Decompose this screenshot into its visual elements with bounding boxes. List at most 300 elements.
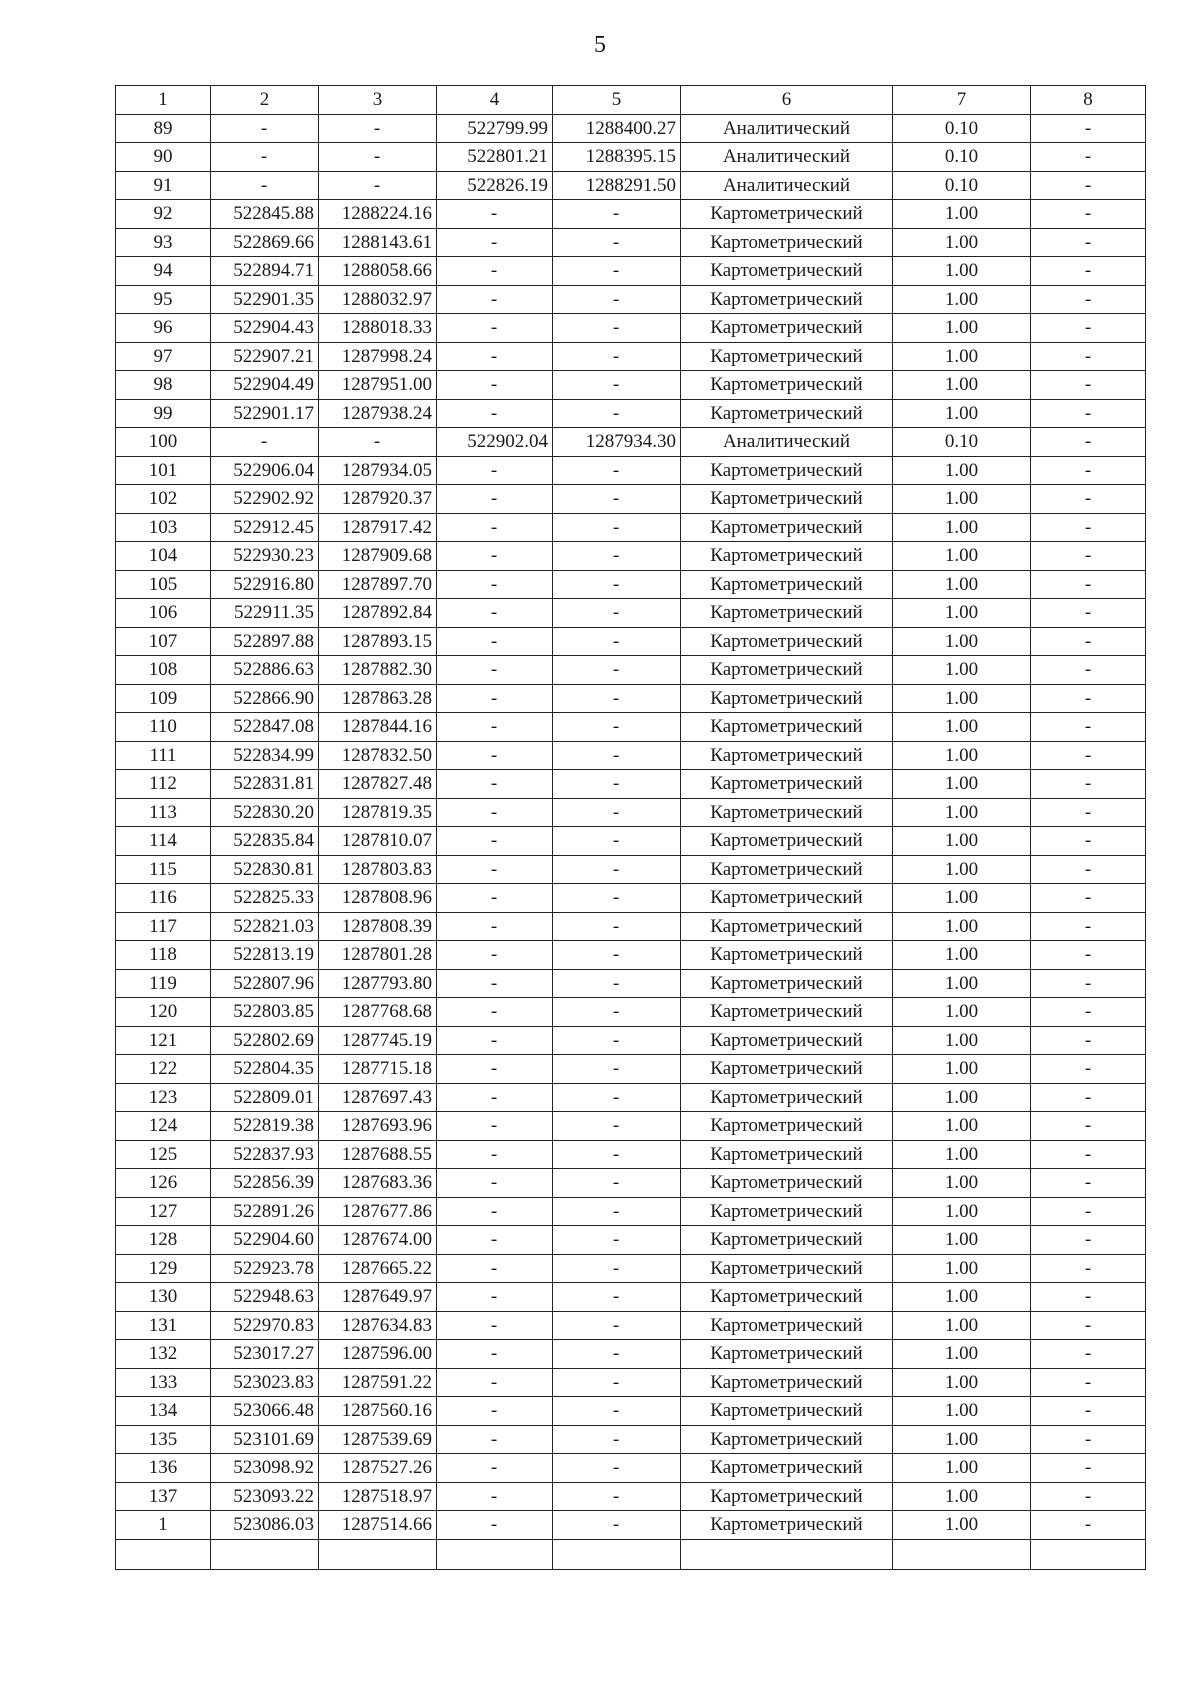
y-coordinate-cell: 1287909.68: [319, 542, 437, 571]
point-number-cell: 104: [116, 542, 211, 571]
table-row: [116, 257, 1146, 286]
y-coordinate-cell: 1287893.15: [319, 627, 437, 656]
y-coordinate-cell: 1288395.15: [553, 143, 681, 172]
note-cell: -: [1031, 399, 1146, 428]
x-coordinate-cell: 522845.88: [211, 200, 319, 229]
y-coordinate-cell: -: [553, 998, 681, 1027]
point-number-cell: 128: [116, 1226, 211, 1255]
method-cell: Картометрический: [681, 1511, 893, 1540]
point-number-cell: 92: [116, 200, 211, 229]
y-coordinate-cell: -: [553, 285, 681, 314]
method-cell: Картометрический: [681, 827, 893, 856]
method-cell: Картометрический: [681, 1397, 893, 1426]
y-coordinate-cell: -: [553, 1197, 681, 1226]
accuracy-cell: 1.00: [893, 314, 1031, 343]
x-coordinate-cell: 522901.17: [211, 399, 319, 428]
x-coordinate-cell: 523023.83: [211, 1368, 319, 1397]
note-cell: -: [1031, 1169, 1146, 1198]
accuracy-cell: 0.10: [893, 114, 1031, 143]
accuracy-cell: 1.00: [893, 855, 1031, 884]
y-coordinate-cell: -: [319, 143, 437, 172]
accuracy-cell: 1.00: [893, 741, 1031, 770]
y-coordinate-cell: 1287527.26: [319, 1454, 437, 1483]
note-cell: -: [1031, 114, 1146, 143]
x-coordinate-cell: -: [437, 314, 553, 343]
x-coordinate-cell: -: [437, 1112, 553, 1141]
y-coordinate-cell: 1287827.48: [319, 770, 437, 799]
empty-cell: [1031, 1539, 1146, 1569]
x-coordinate-cell: -: [437, 285, 553, 314]
x-coordinate-cell: -: [437, 599, 553, 628]
method-cell: Картометрический: [681, 713, 893, 742]
point-number-cell: 127: [116, 1197, 211, 1226]
y-coordinate-cell: 1287560.16: [319, 1397, 437, 1426]
accuracy-cell: 1.00: [893, 570, 1031, 599]
x-coordinate-cell: -: [437, 1026, 553, 1055]
y-coordinate-cell: -: [553, 741, 681, 770]
note-cell: -: [1031, 1425, 1146, 1454]
x-coordinate-cell: -: [437, 969, 553, 998]
table-row: [116, 798, 1146, 827]
header-cell: 7: [893, 86, 1031, 115]
x-coordinate-cell: 522894.71: [211, 257, 319, 286]
x-coordinate-cell: 522904.60: [211, 1226, 319, 1255]
x-coordinate-cell: -: [437, 656, 553, 685]
method-cell: Картометрический: [681, 399, 893, 428]
table-row: [116, 855, 1146, 884]
method-cell: Картометрический: [681, 884, 893, 913]
x-coordinate-cell: -: [437, 1140, 553, 1169]
accuracy-cell: 1.00: [893, 1283, 1031, 1312]
x-coordinate-cell: -: [437, 1482, 553, 1511]
method-cell: Картометрический: [681, 684, 893, 713]
y-coordinate-cell: 1287693.96: [319, 1112, 437, 1141]
accuracy-cell: 1.00: [893, 542, 1031, 571]
table-row: [116, 570, 1146, 599]
accuracy-cell: 1.00: [893, 1397, 1031, 1426]
y-coordinate-cell: 1287934.30: [553, 428, 681, 457]
method-cell: Картометрический: [681, 570, 893, 599]
table-body: [116, 86, 1146, 1570]
x-coordinate-cell: 522819.38: [211, 1112, 319, 1141]
x-coordinate-cell: -: [437, 200, 553, 229]
y-coordinate-cell: 1287683.36: [319, 1169, 437, 1198]
y-coordinate-cell: 1287591.22: [319, 1368, 437, 1397]
y-coordinate-cell: 1287793.80: [319, 969, 437, 998]
header-cell: 3: [319, 86, 437, 115]
table-row: [116, 1083, 1146, 1112]
method-cell: Картометрический: [681, 513, 893, 542]
y-coordinate-cell: -: [553, 627, 681, 656]
y-coordinate-cell: -: [553, 1026, 681, 1055]
y-coordinate-cell: 1287677.86: [319, 1197, 437, 1226]
method-cell: Аналитический: [681, 143, 893, 172]
point-number-cell: 109: [116, 684, 211, 713]
header-cell: 1: [116, 86, 211, 115]
note-cell: -: [1031, 884, 1146, 913]
x-coordinate-cell: 522837.93: [211, 1140, 319, 1169]
y-coordinate-cell: 1287539.69: [319, 1425, 437, 1454]
point-number-cell: 135: [116, 1425, 211, 1454]
note-cell: -: [1031, 941, 1146, 970]
method-cell: Картометрический: [681, 770, 893, 799]
table-row: [116, 599, 1146, 628]
x-coordinate-cell: 522856.39: [211, 1169, 319, 1198]
x-coordinate-cell: -: [437, 542, 553, 571]
table-header-row: [116, 86, 1146, 115]
table-row: [116, 171, 1146, 200]
y-coordinate-cell: 1287934.05: [319, 456, 437, 485]
x-coordinate-cell: 522897.88: [211, 627, 319, 656]
point-number-cell: 121: [116, 1026, 211, 1055]
accuracy-cell: 1.00: [893, 1425, 1031, 1454]
accuracy-cell: 1.00: [893, 1368, 1031, 1397]
y-coordinate-cell: 1287518.97: [319, 1482, 437, 1511]
table-row: [116, 1026, 1146, 1055]
x-coordinate-cell: 522835.84: [211, 827, 319, 856]
x-coordinate-cell: 522886.63: [211, 656, 319, 685]
point-number-cell: 110: [116, 713, 211, 742]
y-coordinate-cell: 1288018.33: [319, 314, 437, 343]
point-number-cell: 90: [116, 143, 211, 172]
point-number-cell: 130: [116, 1283, 211, 1312]
table-row: [116, 456, 1146, 485]
table-row: [116, 741, 1146, 770]
x-coordinate-cell: 522831.81: [211, 770, 319, 799]
note-cell: -: [1031, 1197, 1146, 1226]
method-cell: Картометрический: [681, 1283, 893, 1312]
point-number-cell: 114: [116, 827, 211, 856]
point-number-cell: 116: [116, 884, 211, 913]
y-coordinate-cell: 1287649.97: [319, 1283, 437, 1312]
y-coordinate-cell: -: [553, 1454, 681, 1483]
note-cell: -: [1031, 1283, 1146, 1312]
accuracy-cell: 0.10: [893, 171, 1031, 200]
point-number-cell: 105: [116, 570, 211, 599]
point-number-cell: 96: [116, 314, 211, 343]
x-coordinate-cell: 522801.21: [437, 143, 553, 172]
x-coordinate-cell: 522821.03: [211, 912, 319, 941]
point-number-cell: 93: [116, 228, 211, 257]
x-coordinate-cell: 523086.03: [211, 1511, 319, 1540]
table-row: [116, 998, 1146, 1027]
x-coordinate-cell: -: [437, 1311, 553, 1340]
note-cell: -: [1031, 485, 1146, 514]
x-coordinate-cell: 522904.49: [211, 371, 319, 400]
note-cell: -: [1031, 285, 1146, 314]
x-coordinate-cell: 523101.69: [211, 1425, 319, 1454]
x-coordinate-cell: 522891.26: [211, 1197, 319, 1226]
point-number-cell: 89: [116, 114, 211, 143]
point-number-cell: 136: [116, 1454, 211, 1483]
accuracy-cell: 1.00: [893, 1454, 1031, 1483]
point-number-cell: 91: [116, 171, 211, 200]
note-cell: -: [1031, 912, 1146, 941]
point-number-cell: 100: [116, 428, 211, 457]
x-coordinate-cell: -: [437, 570, 553, 599]
y-coordinate-cell: -: [553, 399, 681, 428]
y-coordinate-cell: 1287665.22: [319, 1254, 437, 1283]
x-coordinate-cell: -: [211, 114, 319, 143]
method-cell: Картометрический: [681, 1169, 893, 1198]
accuracy-cell: 1.00: [893, 884, 1031, 913]
note-cell: -: [1031, 713, 1146, 742]
note-cell: -: [1031, 855, 1146, 884]
y-coordinate-cell: 1288058.66: [319, 257, 437, 286]
point-number-cell: 98: [116, 371, 211, 400]
y-coordinate-cell: 1287844.16: [319, 713, 437, 742]
table-row: [116, 1169, 1146, 1198]
method-cell: Картометрический: [681, 627, 893, 656]
x-coordinate-cell: -: [437, 1283, 553, 1312]
accuracy-cell: 1.00: [893, 1511, 1031, 1540]
accuracy-cell: 1.00: [893, 399, 1031, 428]
method-cell: Картометрический: [681, 941, 893, 970]
point-number-cell: 126: [116, 1169, 211, 1198]
point-number-cell: 102: [116, 485, 211, 514]
point-number-cell: 95: [116, 285, 211, 314]
y-coordinate-cell: -: [553, 542, 681, 571]
point-number-cell: 97: [116, 342, 211, 371]
table-row: [116, 1397, 1146, 1426]
point-number-cell: 120: [116, 998, 211, 1027]
accuracy-cell: 1.00: [893, 1140, 1031, 1169]
table-row: [116, 969, 1146, 998]
y-coordinate-cell: 1287688.55: [319, 1140, 437, 1169]
x-coordinate-cell: 522826.19: [437, 171, 553, 200]
y-coordinate-cell: -: [553, 1311, 681, 1340]
x-coordinate-cell: -: [437, 941, 553, 970]
note-cell: -: [1031, 770, 1146, 799]
empty-cell: [681, 1539, 893, 1569]
x-coordinate-cell: 522869.66: [211, 228, 319, 257]
method-cell: Картометрический: [681, 485, 893, 514]
x-coordinate-cell: 522916.80: [211, 570, 319, 599]
x-coordinate-cell: 522906.04: [211, 456, 319, 485]
method-cell: Картометрический: [681, 798, 893, 827]
point-number-cell: 123: [116, 1083, 211, 1112]
point-number-cell: 115: [116, 855, 211, 884]
x-coordinate-cell: -: [437, 855, 553, 884]
table-row: [116, 114, 1146, 143]
method-cell: Картометрический: [681, 314, 893, 343]
y-coordinate-cell: -: [553, 827, 681, 856]
method-cell: Картометрический: [681, 1083, 893, 1112]
y-coordinate-cell: 1287882.30: [319, 656, 437, 685]
x-coordinate-cell: 522907.21: [211, 342, 319, 371]
x-coordinate-cell: 522799.99: [437, 114, 553, 143]
x-coordinate-cell: 522904.43: [211, 314, 319, 343]
y-coordinate-cell: 1287674.00: [319, 1226, 437, 1255]
accuracy-cell: 1.00: [893, 1112, 1031, 1141]
x-coordinate-cell: -: [437, 1454, 553, 1483]
y-coordinate-cell: 1287832.50: [319, 741, 437, 770]
method-cell: Картометрический: [681, 257, 893, 286]
y-coordinate-cell: 1287863.28: [319, 684, 437, 713]
y-coordinate-cell: -: [553, 1340, 681, 1369]
y-coordinate-cell: -: [553, 1169, 681, 1198]
table-row: [116, 1112, 1146, 1141]
y-coordinate-cell: -: [553, 1482, 681, 1511]
point-number-cell: 122: [116, 1055, 211, 1084]
accuracy-cell: 1.00: [893, 1197, 1031, 1226]
method-cell: Картометрический: [681, 1340, 893, 1369]
table-row: [116, 1254, 1146, 1283]
x-coordinate-cell: 522902.04: [437, 428, 553, 457]
accuracy-cell: 1.00: [893, 285, 1031, 314]
method-cell: Аналитический: [681, 171, 893, 200]
x-coordinate-cell: 522804.35: [211, 1055, 319, 1084]
accuracy-cell: 1.00: [893, 599, 1031, 628]
table-row: [116, 314, 1146, 343]
x-coordinate-cell: 523093.22: [211, 1482, 319, 1511]
x-coordinate-cell: -: [437, 1425, 553, 1454]
method-cell: Картометрический: [681, 969, 893, 998]
x-coordinate-cell: -: [437, 257, 553, 286]
accuracy-cell: 1.00: [893, 513, 1031, 542]
point-number-cell: 118: [116, 941, 211, 970]
note-cell: -: [1031, 314, 1146, 343]
table-row: [116, 627, 1146, 656]
method-cell: Картометрический: [681, 285, 893, 314]
x-coordinate-cell: 522912.45: [211, 513, 319, 542]
x-coordinate-cell: 522970.83: [211, 1311, 319, 1340]
x-coordinate-cell: -: [437, 371, 553, 400]
x-coordinate-cell: -: [437, 485, 553, 514]
x-coordinate-cell: 522834.99: [211, 741, 319, 770]
accuracy-cell: 1.00: [893, 770, 1031, 799]
y-coordinate-cell: -: [553, 912, 681, 941]
point-number-cell: 112: [116, 770, 211, 799]
point-number-cell: 131: [116, 1311, 211, 1340]
y-coordinate-cell: -: [553, 456, 681, 485]
y-coordinate-cell: -: [319, 171, 437, 200]
accuracy-cell: 1.00: [893, 684, 1031, 713]
method-cell: Картометрический: [681, 1311, 893, 1340]
method-cell: Аналитический: [681, 114, 893, 143]
y-coordinate-cell: 1287938.24: [319, 399, 437, 428]
method-cell: Картометрический: [681, 542, 893, 571]
x-coordinate-cell: 523017.27: [211, 1340, 319, 1369]
y-coordinate-cell: -: [553, 1283, 681, 1312]
note-cell: -: [1031, 1397, 1146, 1426]
point-number-cell: 101: [116, 456, 211, 485]
x-coordinate-cell: -: [437, 1055, 553, 1084]
note-cell: -: [1031, 143, 1146, 172]
table-row: [116, 1197, 1146, 1226]
point-number-cell: 99: [116, 399, 211, 428]
y-coordinate-cell: -: [553, 1083, 681, 1112]
x-coordinate-cell: 522809.01: [211, 1083, 319, 1112]
table-row: [116, 143, 1146, 172]
note-cell: -: [1031, 998, 1146, 1027]
y-coordinate-cell: -: [319, 114, 437, 143]
empty-cell: [211, 1539, 319, 1569]
accuracy-cell: 1.00: [893, 1169, 1031, 1198]
x-coordinate-cell: 522930.23: [211, 542, 319, 571]
note-cell: -: [1031, 1368, 1146, 1397]
point-number-cell: 119: [116, 969, 211, 998]
y-coordinate-cell: 1287634.83: [319, 1311, 437, 1340]
table-row: [116, 513, 1146, 542]
note-cell: -: [1031, 627, 1146, 656]
y-coordinate-cell: -: [553, 713, 681, 742]
table-row: [116, 200, 1146, 229]
note-cell: -: [1031, 228, 1146, 257]
y-coordinate-cell: 1287917.42: [319, 513, 437, 542]
note-cell: -: [1031, 513, 1146, 542]
y-coordinate-cell: -: [553, 342, 681, 371]
y-coordinate-cell: 1287920.37: [319, 485, 437, 514]
point-number-cell: 103: [116, 513, 211, 542]
note-cell: -: [1031, 1140, 1146, 1169]
note-cell: -: [1031, 1254, 1146, 1283]
table-row: [116, 342, 1146, 371]
method-cell: Картометрический: [681, 1368, 893, 1397]
x-coordinate-cell: 522830.20: [211, 798, 319, 827]
point-number-cell: 129: [116, 1254, 211, 1283]
y-coordinate-cell: 1287596.00: [319, 1340, 437, 1369]
table-row: [116, 1340, 1146, 1369]
y-coordinate-cell: 1288224.16: [319, 200, 437, 229]
point-number-cell: 111: [116, 741, 211, 770]
point-number-cell: 132: [116, 1340, 211, 1369]
point-number-cell: 134: [116, 1397, 211, 1426]
y-coordinate-cell: -: [553, 1368, 681, 1397]
y-coordinate-cell: -: [553, 1112, 681, 1141]
table-row: [116, 684, 1146, 713]
method-cell: Картометрический: [681, 1425, 893, 1454]
accuracy-cell: 1.00: [893, 713, 1031, 742]
empty-table-row: [116, 1539, 1146, 1569]
empty-cell: [553, 1539, 681, 1569]
method-cell: Картометрический: [681, 855, 893, 884]
x-coordinate-cell: -: [437, 713, 553, 742]
header-cell: 2: [211, 86, 319, 115]
point-number-cell: 133: [116, 1368, 211, 1397]
point-number-cell: 1: [116, 1511, 211, 1540]
y-coordinate-cell: 1287892.84: [319, 599, 437, 628]
accuracy-cell: 1.00: [893, 1226, 1031, 1255]
y-coordinate-cell: 1287801.28: [319, 941, 437, 970]
header-cell: 6: [681, 86, 893, 115]
method-cell: Картометрический: [681, 1140, 893, 1169]
x-coordinate-cell: 523066.48: [211, 1397, 319, 1426]
point-number-cell: 106: [116, 599, 211, 628]
y-coordinate-cell: 1287951.00: [319, 371, 437, 400]
y-coordinate-cell: 1288400.27: [553, 114, 681, 143]
note-cell: -: [1031, 428, 1146, 457]
table-row: [116, 399, 1146, 428]
note-cell: -: [1031, 969, 1146, 998]
x-coordinate-cell: -: [437, 1197, 553, 1226]
y-coordinate-cell: -: [553, 684, 681, 713]
accuracy-cell: 1.00: [893, 1083, 1031, 1112]
header-cell: 5: [553, 86, 681, 115]
note-cell: -: [1031, 1226, 1146, 1255]
accuracy-cell: 1.00: [893, 456, 1031, 485]
table-row: [116, 884, 1146, 913]
accuracy-cell: 1.00: [893, 998, 1031, 1027]
point-number-cell: 124: [116, 1112, 211, 1141]
note-cell: -: [1031, 1482, 1146, 1511]
y-coordinate-cell: -: [553, 941, 681, 970]
note-cell: -: [1031, 798, 1146, 827]
method-cell: Картометрический: [681, 1112, 893, 1141]
accuracy-cell: 1.00: [893, 228, 1031, 257]
note-cell: -: [1031, 1340, 1146, 1369]
note-cell: -: [1031, 1083, 1146, 1112]
